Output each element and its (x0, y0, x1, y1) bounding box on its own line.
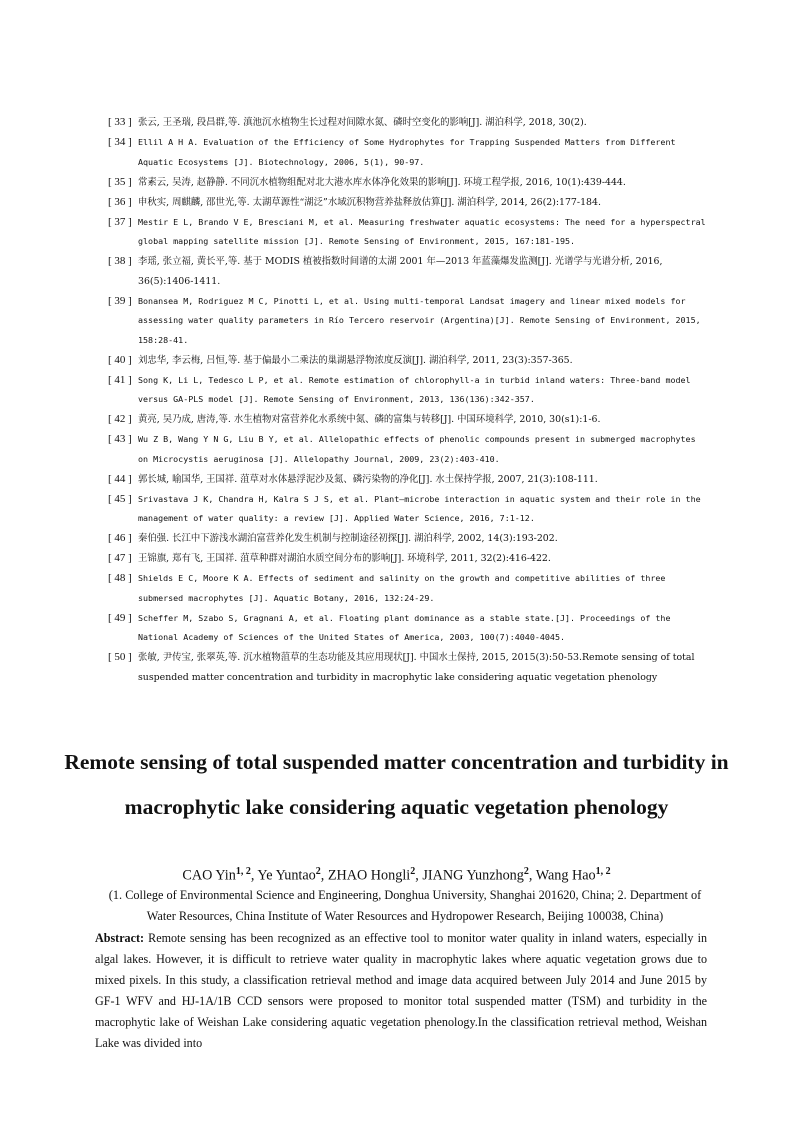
reference-item (108, 113, 708, 133)
reference-number: [ 36 ] (108, 195, 132, 208)
reference-number: [ 35 ] (108, 175, 132, 188)
reference-number: [ 33 ] (108, 116, 132, 128)
reference-number: [ 41 ] (108, 373, 132, 386)
reference-number: [ 37 ] (108, 215, 132, 228)
reference-text: 申秋实, 周麒麟, 邵世光,等. 太湖草源性“湖泛”水域沉积物营养盐释放估算[J]. 湖泊科学, 2014, 26(2):177-184. (138, 196, 601, 208)
reference-item (108, 549, 708, 569)
reference-text: Ellil A H A. Evaluation of the Efficiency of Some Hydrophytes for Trapping Suspended Matters from Different Aquatic Ecosystems [J]. Biotechnology, 2006, 5(1), 90-97. (138, 137, 676, 167)
reference-number: [ 48 ] (108, 572, 132, 584)
reference-item (108, 490, 708, 529)
reference-number: [ 50 ] (108, 651, 132, 663)
reference-item (108, 193, 708, 213)
reference-text: 李瑶, 张立福, 黄长平,等. 基于 MODIS 植被指数时间谱的太湖 2001 年—2013 年蓝藻爆发监测[J]. 光谱学与光谱分析, 2016, 36(5):1406-1411. (138, 256, 663, 287)
reference-text: 王锦旗, 郑有飞, 王国祥. 菹草种群对湖泊水质空间分布的影响[J]. 环境科学, 2011, 32(2):416-422. (138, 553, 551, 564)
reference-text: 张敏, 尹传宝, 张翠英,等. 沉水植物菹草的生态功能及其应用现状[J]. 中国水土保持, 2015, 2015(3):50-53.Remote sensing of total suspended matter concentration and turbidity in macrophytic lake considering aquatic vegetation phenology (138, 652, 695, 683)
reference-item (108, 648, 708, 687)
reference-number: [ 44 ] (108, 472, 132, 485)
abstract-label: Abstract: (95, 931, 145, 945)
affiliation: (1. College of Environmental Science and Engineering, Donghua University, Shanghai 201620, China; 2. Department of Water Resources, China Institute of Water Resources and Hydropower Research, Beijing 100038, China) (108, 888, 702, 923)
abstract-text: Remote sensing has been recognized as an effective tool to monitor water quality in inland waters, especially in algal lakes. However, it is difficult to retrieve water quality in macrophytic lakes where aquatic vegetation grows due to mixed pixels. In this study, a classification retrieval method and image data acquired between July 2014 and June 2015 by GF-1 WFV and HJ-1A/1B CCD sensors were proposed to monitor total suspended matter (TSM) and turbidity in the macrophytic lake of Weishan Lake considering aquatic vegetation phenology.In the classification retrieval method, Weishan Lake was divided into (95, 931, 707, 1050)
reference-item (108, 609, 708, 648)
author-name: ZHAO Hongli (327, 867, 411, 884)
reference-number: [ 39 ] (108, 294, 132, 307)
author-list: CAO Yin$^{1, 2}$, Ye Yuntao$^2$, ZHAO Hongli$^2$, JIANG Yunzhong$^2$, Wang Hao$^{1, 2}$ (182, 866, 611, 884)
author-affiliation-mark: 1, 2 (235, 866, 251, 877)
reference-text: Shields E C, Moore K A. Effects of sediment and salinity on the growth and competitive abilities of three submersed macrophytes [J]. Aquatic Botany, 2016, 132:24-29. (138, 573, 666, 603)
reference-number: [ 42 ] (108, 413, 132, 425)
reference-number: [ 40 ] (108, 353, 132, 366)
reference-text: Scheffer M, Szabo S, Gragnani A, et al. Floating plant dominance as a stable state.[J]. Proceedings of the National Academy of Sciences of the United States of America, 2003, 100(7):4040-4045. (138, 612, 671, 642)
reference-item (108, 410, 708, 430)
reference-number: [ 43 ] (108, 433, 132, 445)
reference-number: [ 47 ] (108, 552, 132, 564)
reference-number: [ 45 ] (108, 492, 132, 505)
reference-number: [ 38 ] (108, 255, 132, 267)
reference-item (108, 292, 708, 351)
author-affiliation-mark: 2 (523, 866, 529, 877)
reference-text: Srivastava J K, Chandra H, Kalra S J S, et al. Plant–microbe interaction in aquatic system and their role in the management of water quality: a review [J]. Applied Water Science, 2016, 7:1-12. (138, 493, 701, 523)
paper-title: Remote sensing of total suspended matter concentration and turbidity in macrophytic lake considering aquatic vegetation phenology (64, 750, 729, 819)
author-name: CAO Yin (182, 867, 236, 884)
reference-item (108, 569, 708, 608)
reference-item (108, 133, 708, 172)
reference-text: 黄亮, 吴乃成, 唐涛,等. 水生植物对富营养化水系统中氮、磷的富集与转移[J]. 中国环境科学, 2010, 30(s1):1-6. (138, 414, 601, 425)
reference-list (108, 113, 708, 688)
abstract (95, 928, 707, 1054)
reference-item (108, 252, 708, 291)
reference-text: 刘忠华, 李云梅, 吕恒,等. 基于偏最小二乘法的巢湖悬浮物浓度反演[J]. 湖泊科学, 2011, 23(3):357-365. (138, 354, 573, 366)
reference-item (108, 213, 708, 252)
reference-text: 张云, 王圣瑞, 段昌群,等. 滇池沉水植物生长过程对间隙水氮、磷时空变化的影响[J]. 湖泊科学, 2018, 30(2). (138, 117, 587, 128)
author-affiliation-mark: 1, 2 (595, 866, 611, 877)
reference-item (108, 351, 708, 371)
reference-item (108, 430, 708, 469)
author-name: JIANG Yunzhong (422, 867, 524, 884)
author-affiliation-mark: 2 (410, 866, 416, 877)
author-name: Wang Hao (535, 867, 596, 884)
author-name: Ye Yuntao (257, 867, 316, 884)
reference-number: [ 34 ] (108, 136, 132, 148)
reference-item (108, 470, 708, 490)
reference-item (108, 529, 708, 549)
reference-item (108, 173, 708, 193)
reference-text: Song K, Li L, Tedesco L P, et al. Remote estimation of chlorophyll-a in turbid inland waters: Three-band model versus GA-PLS model [J]. Remote Sensing of Environment, 2013, 136(136):342-357. (138, 374, 691, 404)
author-affiliation-mark: 2 (315, 866, 321, 877)
reference-text: 秦伯强. 长江中下游浅水湖泊富营养化发生机制与控制途径初探[J]. 湖泊科学, 2002, 14(3):193-202. (138, 533, 558, 544)
reference-number: [ 46 ] (108, 532, 132, 544)
reference-text: Mestir E L, Brando V E, Bresciani M, et al. Measuring freshwater aquatic ecosystems: The need for a hyperspectral global mapping satellite mission [J]. Remote Sensing of Environment, 2015, 167:181-195. (138, 216, 706, 246)
reference-text: Bonansea M, Rodriguez M C, Pinotti L, et al. Using multi-temporal Landsat imagery and linear mixed models for assessing water quality parameters in Río Tercero reservoir (Argentina)[J]. Remote Sensing of Environment, 2015, 158:28-41. (138, 295, 701, 345)
reference-number: [ 49 ] (108, 611, 132, 624)
reference-text: 常素云, 吴涛, 赵静静. 不同沉水植物组配对北大港水库水体净化效果的影响[J]. 环境工程学报, 2016, 10(1):439-444. (138, 176, 626, 188)
reference-text: 郭长城, 喻国华, 王国祥. 菹草对水体悬浮泥沙及氮、磷污染物的净化[J]. 水土保持学报, 2007, 21(3):108-111. (138, 473, 598, 485)
reference-text: Wu Z B, Wang Y N G, Liu B Y, et al. Allelopathic effects of phenolic compounds present in submerged macrophytes on Microcystis aeruginosa [J]. Allelopathy Journal, 2009, 23(2):403-410. (138, 434, 696, 464)
reference-item (108, 371, 708, 410)
